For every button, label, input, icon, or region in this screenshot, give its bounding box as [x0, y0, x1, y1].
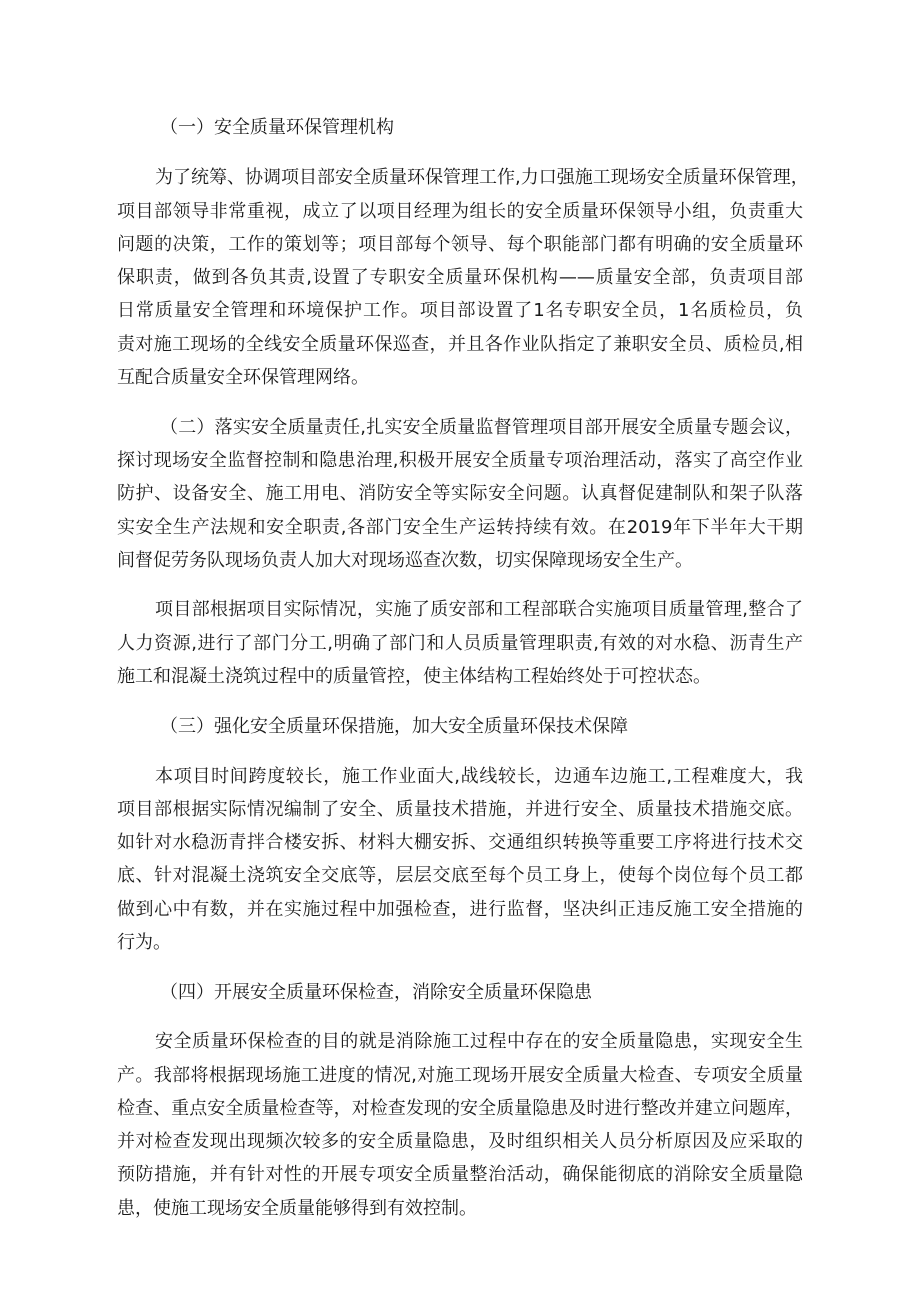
paragraph-line: 底、针对混凝土浇筑安全交底等，层层交底至每个员工身上，使每个岗位每个员工都: [117, 865, 803, 886]
paragraph-line: 项目部根据项目实际情况，实施了质安部和工程部联合实施项目质量管理,整合了: [155, 599, 803, 620]
paragraph-line: 互配合质量安全环保管理网络。: [117, 367, 369, 388]
paragraph-line: 探讨现场安全监督控制和隐患治理,积极开展安全质量专项治理活动，落实了高空作业: [117, 450, 803, 471]
paragraph-line: 并对检查发现出现频次较多的安全质量隐患，及时组织相关人员分析原因及应采取的: [117, 1131, 803, 1152]
paragraph-line: 预防措施，并有针对性的开展专项安全质量整治活动，确保能彻底的消除安全质量隐: [117, 1164, 803, 1185]
section-heading-2-line: （二）落实安全质量责任,扎实安全质量监督管理项目部开展安全质量专题会议，: [160, 417, 803, 438]
section-heading-3: （三）强化安全质量环保措施，加大安全质量环保技术保障: [160, 716, 628, 737]
paragraph-line: 患，使施工现场安全质量能够得到有效控制。: [117, 1198, 477, 1219]
paragraph-line: 检查、重点安全质量检查等，对检查发现的安全质量隐患及时进行整改并建立问题库，: [117, 1098, 803, 1119]
paragraph-line: 安全质量环保检查的目的就是消除施工过程中存在的安全质量隐患，实现安全生: [155, 1031, 803, 1052]
paragraph-line: 人力资源,进行了部门分工,明确了部门和人员质量管理职责,有效的对水稳、沥青生产: [117, 633, 803, 654]
paragraph-line: 问题的决策，工作的策划等；项目部每个领导、每个职能部门都有明确的安全质量环: [117, 234, 803, 255]
paragraph-line: 施工和混凝土浇筑过程中的质量管控，使主体结构工程始终处于可控状态。: [117, 666, 711, 687]
paragraph-line: 做到心中有数，并在实施过程中加强检查，进行监督，坚决纠正违反施工安全措施的: [117, 899, 803, 920]
section-heading-1: （一）安全质量环保管理机构: [160, 117, 394, 138]
section-heading-4: （四）开展安全质量环保检查，消除安全质量环保隐患: [160, 982, 592, 1003]
paragraph-line: 项目部根据实际情况编制了安全、质量技术措施，并进行安全、质量技术措施交底。: [117, 799, 803, 820]
paragraph-line: 实安全生产法规和安全职责,各部门安全生产运转持续有效。在2019年下半年大干期: [117, 517, 803, 538]
paragraph-line: 如针对水稳沥青拌合楼安拆、材料大棚安拆、交通组织转换等重要工序将进行技术交: [117, 832, 803, 853]
paragraph-line: 防护、设备安全、施工用电、消防安全等实际安全问题。认真督促建制队和架子队落: [117, 483, 803, 504]
paragraph-line: 本项目时间跨度较长，施工作业面大,战线较长，边通车边施工,工程难度大，我: [155, 766, 803, 787]
paragraph-line: 责对施工现场的全线安全质量环保巡查，并且各作业队指定了兼职安全员、质检员,相: [117, 334, 803, 355]
paragraph-line: 间督促劳务队现场负责人加大对现场巡查次数，切实保障现场安全生产。: [117, 550, 693, 571]
paragraph-line: 保职责，做到各负其责,设置了专职安全质量环保机构——质量安全部，负责项目部: [117, 267, 803, 288]
paragraph-line: 为了统筹、协调项目部安全质量环保管理工作,力口强施工现场安全质量环保管理，: [155, 167, 809, 188]
paragraph-line: 行为。: [117, 932, 171, 953]
paragraph-line: 产。我部将根据现场施工进度的情况,对施工现场开展安全质量大检查、专项安全质量: [117, 1065, 803, 1086]
paragraph-line: 日常质量安全管理和环境保护工作。项目部设置了1名专职安全员，1名质检员，负: [117, 300, 803, 321]
paragraph-line: 项目部领导非常重视，成立了以项目经理为组长的安全质量环保领导小组，负责重大: [117, 201, 803, 222]
